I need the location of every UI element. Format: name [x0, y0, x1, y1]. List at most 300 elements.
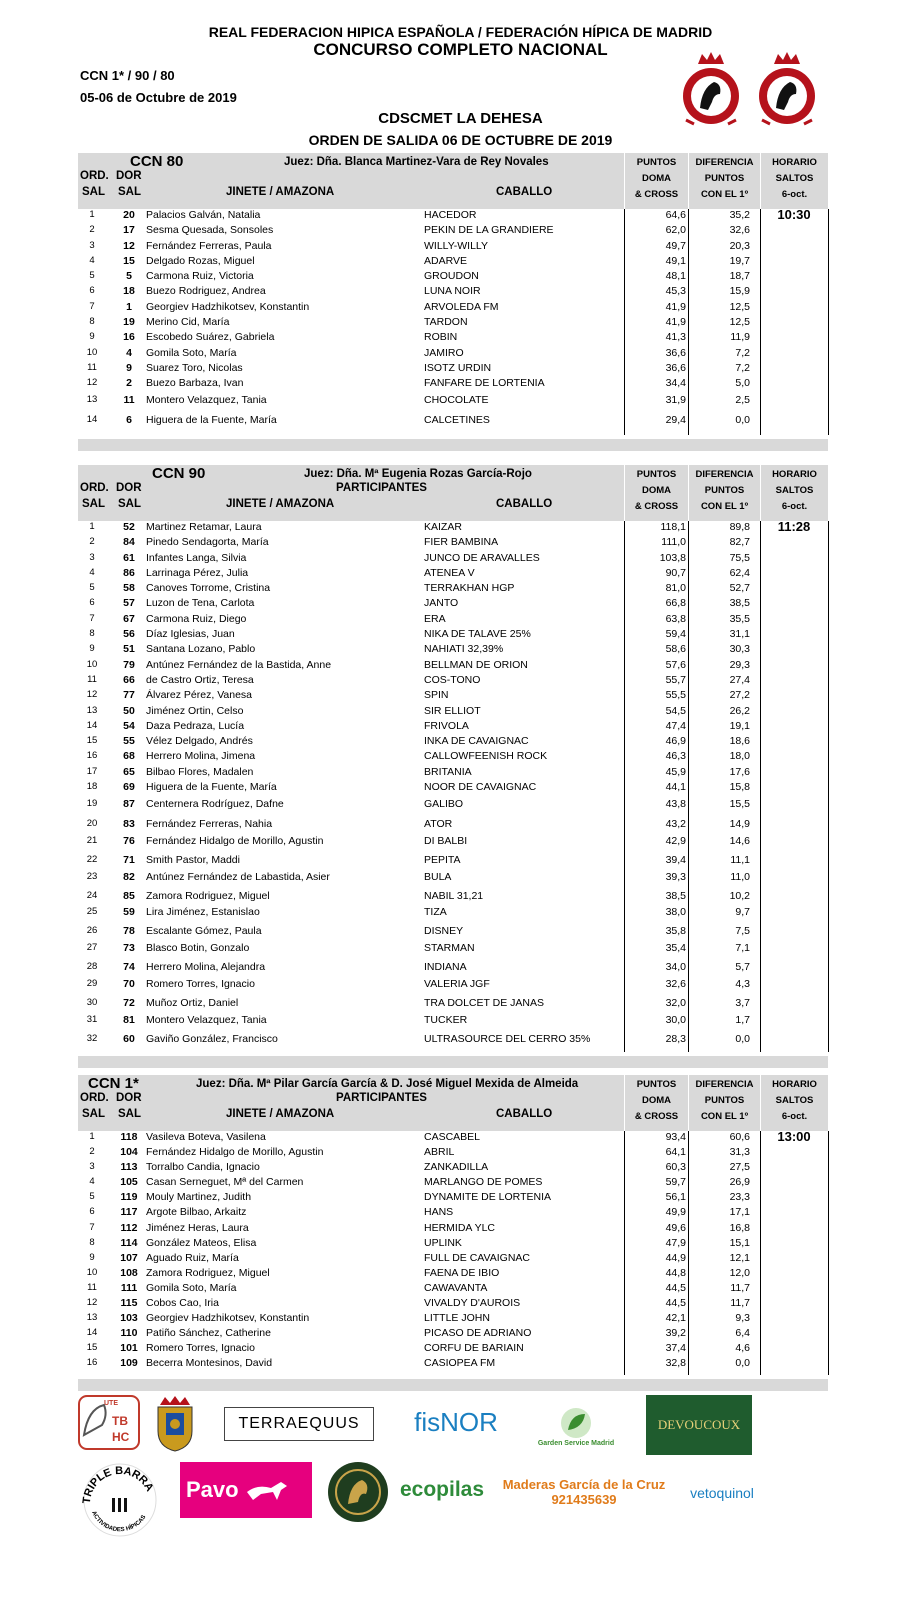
cell-rider: Georgiev Hadzhikotsev, Konstantin [146, 300, 310, 313]
cell-bib: 73 [123, 942, 135, 955]
cell-bib: 79 [123, 658, 135, 671]
cell-horse: DYNAMITE DE LORTENIA [424, 1191, 551, 1204]
cell-horse: ATOR [424, 818, 453, 831]
cell-horse: TRA DOLCET DE JANAS [424, 997, 545, 1010]
col-sal-dor: SAL [118, 498, 141, 510]
section-code: CCN 90 [152, 465, 206, 482]
cell-order: 9 [89, 1251, 95, 1263]
cell-doma-points: 64,1 [665, 1146, 686, 1159]
cell-bib: 111 [120, 1281, 138, 1294]
cell-order: 1 [89, 521, 95, 532]
table-row [78, 209, 828, 224]
cell-rider: Patiño Sánchez, Catherine [146, 1327, 271, 1340]
cell-difference: 7,1 [735, 942, 750, 955]
cell-order: 3 [89, 239, 95, 251]
cell-difference: 5,0 [735, 377, 750, 390]
cell-order: 8 [89, 1236, 95, 1248]
cell-order: 7 [89, 1221, 95, 1233]
cell-difference: 4,6 [735, 1342, 750, 1355]
cell-difference: 2,5 [735, 394, 750, 407]
cell-rider: Becerra Montesinos, David [146, 1357, 273, 1370]
cell-bib: 85 [123, 890, 135, 903]
cell-bib: 66 [123, 673, 135, 686]
cell-rider: Fernández Ferreras, Nahia [146, 818, 273, 831]
cell-difference: 3,7 [735, 997, 750, 1010]
cell-horse: BULA [424, 871, 452, 884]
col-sal-ord: SAL [82, 1108, 105, 1120]
column-divider [688, 521, 689, 1052]
cell-difference: 12,1 [729, 1251, 750, 1264]
cell-bib: 101 [120, 1342, 138, 1355]
cell-difference: 7,2 [735, 361, 750, 374]
cell-difference: 5,7 [735, 961, 750, 974]
section-judge: Juez: Dña. Mª Pilar García García & D. José Miguel Mexida de Almeida [196, 1078, 579, 1090]
pavo-logo [180, 1462, 312, 1518]
cell-rider: Infantes Langa, Silvia [146, 551, 247, 564]
cell-rider: Merino Cid, María [146, 316, 230, 329]
cell-rider: Vélez Delgado, Andrés [146, 735, 253, 748]
col-time-header [760, 1075, 828, 1131]
cell-horse: JUNCO DE ARAVALLES [424, 551, 540, 564]
cell-difference: 18,6 [729, 735, 750, 748]
cell-order: 15 [86, 735, 98, 747]
cell-horse: SPIN [424, 689, 449, 702]
cell-horse: FULL DE CAVAIGNAC [424, 1251, 530, 1264]
table-row [78, 766, 828, 781]
cell-order: 19 [86, 798, 98, 810]
cell-order: 7 [89, 612, 95, 624]
cell-doma-points: 56,1 [665, 1191, 686, 1204]
cell-doma-points: 39,3 [665, 871, 686, 884]
table-row [78, 997, 828, 1014]
cell-doma-points: 49,7 [665, 239, 686, 252]
cell-doma-points: 36,6 [665, 346, 686, 359]
table-row [78, 1033, 828, 1050]
cell-rider: Vasileva Boteva, Vasilena [146, 1131, 266, 1143]
cell-bib: 51 [123, 643, 135, 656]
cell-bib: 56 [123, 628, 135, 641]
cell-difference: 27,2 [729, 689, 750, 702]
cell-order: 13 [86, 394, 98, 406]
cell-order: 4 [89, 254, 95, 266]
cell-horse: NAHIATI 32,39% [424, 643, 504, 656]
cell-horse: ROBIN [424, 331, 458, 344]
col-doma-header [624, 465, 688, 521]
cell-horse: LITTLE JOHN [424, 1312, 490, 1325]
cell-bib: 104 [120, 1146, 138, 1159]
cell-rider: Buezo Rodriguez, Andrea [146, 285, 266, 298]
cell-order: 11 [87, 1281, 97, 1293]
cell-doma-points: 43,2 [665, 818, 686, 831]
cell-horse: WILLY-WILLY [424, 239, 488, 252]
cell-order: 32 [86, 1033, 98, 1045]
cell-order: 5 [89, 582, 95, 594]
cell-order: 10 [86, 346, 98, 358]
col-header-line: DOMA [641, 485, 672, 496]
cell-order: 17 [86, 765, 98, 777]
cell-doma-points: 81,0 [665, 582, 686, 595]
cell-difference: 12,0 [729, 1266, 750, 1279]
cell-horse: CASIOPEA FM [424, 1357, 496, 1370]
cell-difference: 7,2 [735, 346, 750, 359]
cell-order: 20 [86, 818, 98, 830]
cell-start-time: 13:00 [777, 1129, 811, 1144]
table-row [78, 377, 828, 394]
cell-difference: 62,4 [729, 566, 750, 579]
table-row [78, 1327, 828, 1342]
fhm-seal-icon [756, 50, 818, 130]
table-row [78, 1146, 828, 1161]
table-row [78, 906, 828, 925]
cell-bib: 72 [123, 997, 135, 1010]
section-code: CCN 80 [130, 153, 184, 170]
cell-order: 16 [86, 750, 98, 762]
col-header-line: & CROSS [634, 1111, 679, 1122]
cell-doma-points: 103,8 [659, 551, 686, 564]
cell-rider: Herrero Molina, Alejandra [146, 961, 266, 974]
cell-bib: 109 [120, 1357, 138, 1370]
col-sal-ord: SAL [82, 186, 105, 198]
cell-bib: 81 [123, 1014, 135, 1027]
cell-doma-points: 55,7 [665, 673, 686, 686]
cell-horse: KAIZAR [424, 521, 462, 533]
cell-difference: 82,7 [729, 536, 750, 549]
cell-rider: Higuera de la Fuente, María [146, 414, 277, 427]
column-divider [760, 1131, 761, 1375]
column-divider [760, 521, 761, 1052]
cell-doma-points: 34,4 [665, 377, 686, 390]
maderas-text: Maderas García de la Cruz [502, 1477, 666, 1492]
cell-bib: 57 [123, 597, 135, 610]
section-footer-bar [78, 1379, 828, 1391]
cell-difference: 27,5 [729, 1161, 750, 1174]
cell-order: 10 [86, 658, 98, 670]
table-row [78, 1161, 828, 1176]
cell-difference: 17,1 [729, 1206, 750, 1219]
col-time-header [760, 465, 828, 521]
column-divider [624, 521, 625, 1052]
col-header-line: PUNTOS [636, 157, 677, 168]
cell-order: 29 [86, 978, 98, 990]
cell-order: 30 [86, 997, 98, 1009]
devoucoux-logo: DEVOUCOUX [646, 1395, 752, 1455]
cell-bib: 12 [123, 239, 135, 252]
col-dor: DOR [116, 1092, 142, 1104]
cell-difference: 15,1 [729, 1236, 750, 1249]
cell-bib: 54 [123, 719, 135, 732]
cell-order: 12 [86, 377, 98, 389]
cell-difference: 32,6 [729, 224, 750, 237]
cell-difference: 11,7 [730, 1281, 750, 1294]
table-row [78, 1206, 828, 1221]
cell-order: 5 [89, 270, 95, 282]
col-horse: CABALLO [496, 498, 553, 510]
cell-doma-points: 90,7 [665, 566, 686, 579]
table-row [78, 1342, 828, 1357]
column-divider [688, 1131, 689, 1375]
col-ord: ORD. [80, 482, 109, 494]
cell-bib: 84 [123, 536, 135, 549]
cell-doma-points: 44,9 [665, 1251, 686, 1264]
cell-doma-points: 49,9 [665, 1206, 686, 1219]
cell-rider: Larrinaga Pérez, Julia [146, 566, 249, 579]
table-row [78, 781, 828, 798]
table-row [78, 835, 828, 854]
cell-rider: Cobos Cao, Iria [146, 1297, 219, 1310]
cell-rider: Daza Pedraza, Lucía [146, 719, 245, 732]
cell-doma-points: 66,8 [665, 597, 686, 610]
cell-rider: Díaz Iglesias, Juan [146, 628, 235, 641]
table-row [78, 925, 828, 942]
cell-order: 8 [89, 316, 95, 328]
cell-rider: Zamora Rodriguez, Miguel [146, 1266, 270, 1279]
table-row [78, 689, 828, 704]
col-ord: ORD. [80, 170, 109, 182]
cell-difference: 19,7 [729, 254, 750, 267]
cell-rider: Lira Jiménez, Estanislao [146, 906, 260, 919]
cell-difference: 11,1 [730, 854, 750, 867]
cell-order: 15 [86, 1342, 98, 1354]
cell-rider: Bilbao Flores, Madalen [146, 765, 254, 778]
col-header-line: DOMA [641, 173, 672, 184]
cell-rider: Centernera Rodríguez, Dafne [146, 798, 284, 811]
cell-bib: 6 [126, 414, 132, 427]
cell-difference: 15,5 [729, 798, 750, 811]
cell-horse: INKA DE CAVAIGNAC [424, 735, 529, 748]
cell-doma-points: 39,4 [665, 854, 686, 867]
cell-horse: NIKA DE TALAVE 25% [424, 628, 531, 641]
col-sal-dor: SAL [118, 1108, 141, 1120]
cell-bib: 118 [120, 1131, 138, 1143]
cell-difference: 30,3 [729, 643, 750, 656]
cell-bib: 19 [123, 316, 135, 329]
table-row [78, 854, 828, 871]
cell-doma-points: 47,9 [665, 1236, 686, 1249]
table-row [78, 414, 828, 433]
cell-rider: González Mateos, Elisa [146, 1236, 257, 1249]
cell-order: 28 [86, 961, 98, 973]
table-row [78, 1191, 828, 1206]
cell-rider: Martinez Retamar, Laura [146, 521, 262, 533]
table-row [78, 316, 828, 331]
cell-start-time: 11:28 [777, 519, 811, 534]
col-header-line: HORARIO [772, 157, 817, 168]
table-row [78, 890, 828, 906]
cell-horse: MARLANGO DE POMES [424, 1176, 543, 1189]
federation-title: REAL FEDERACION HIPICA ESPAÑOLA / FEDERACIÓN HÍPICA DE MADRID [208, 24, 713, 40]
cell-doma-points: 44,8 [665, 1266, 686, 1279]
section-judge: Juez: Dña. Blanca Martinez-Vara de Rey Novales [284, 156, 549, 168]
rfhe-seal-icon [680, 50, 742, 130]
cell-horse: FANFARE DE LORTENIA [424, 377, 545, 390]
event-title: CONCURSO COMPLETO NACIONAL [313, 40, 608, 59]
column-divider [828, 1131, 829, 1375]
cell-difference: 14,9 [729, 818, 750, 831]
cell-rider: Fernández Hidalgo de Morillo, Agustin [146, 1146, 324, 1159]
cell-bib: 58 [123, 582, 135, 595]
cell-doma-points: 57,6 [665, 658, 686, 671]
cell-bib: 83 [123, 818, 135, 831]
section-header [78, 1075, 828, 1131]
venue-title: CDSCMET LA DEHESA [378, 110, 543, 127]
cell-order: 3 [89, 1161, 95, 1173]
cell-rider: Torralbo Candia, Ignacio [146, 1161, 260, 1174]
cell-difference: 60,6 [729, 1131, 750, 1143]
table-row [78, 285, 828, 300]
cell-order: 4 [89, 1176, 95, 1188]
tbhc-logo [78, 1395, 140, 1450]
cell-horse: CALCETINES [424, 414, 490, 427]
cell-order: 1 [89, 209, 95, 220]
table-row [78, 735, 828, 750]
col-time-header [760, 153, 828, 209]
cell-horse: TIZA [424, 906, 447, 919]
cell-rider: Gaviño González, Francisco [146, 1033, 278, 1046]
cell-start-time: 10:30 [777, 207, 811, 222]
col-header-line: CON EL 1º [700, 1111, 749, 1122]
triple-barra-icon [80, 1460, 160, 1540]
cell-horse: CORFU DE BARIAIN [424, 1342, 524, 1355]
col-header-line: 6-oct. [781, 501, 808, 512]
cell-horse: LUNA NOIR [424, 285, 481, 298]
cell-difference: 31,1 [729, 628, 750, 641]
section-participants: PARTICIPANTES [336, 1092, 427, 1104]
cell-horse: CASCABEL [424, 1131, 481, 1143]
cell-rider: Muñoz Ortiz, Daniel [146, 997, 239, 1010]
cell-rider: Escalante Gómez, Paula [146, 925, 262, 938]
cell-bib: 68 [123, 750, 135, 763]
table-row [78, 301, 828, 316]
maderas-logo [498, 1472, 670, 1512]
cell-doma-points: 58,6 [665, 643, 686, 656]
cell-doma-points: 43,8 [665, 798, 686, 811]
cell-doma-points: 46,3 [665, 750, 686, 763]
cell-bib: 82 [123, 871, 135, 884]
col-sal-dor: SAL [118, 186, 141, 198]
col-header-line: PUNTOS [704, 485, 745, 496]
col-dif-header [688, 1075, 760, 1131]
section-ccn-80 [78, 153, 828, 433]
table-row [78, 705, 828, 720]
cell-order: 13 [86, 704, 98, 716]
table-row [78, 1267, 828, 1282]
cell-order: 11 [87, 361, 97, 373]
cell-difference: 19,1 [729, 719, 750, 732]
cell-bib: 5 [126, 270, 132, 283]
cell-doma-points: 44,5 [665, 1297, 686, 1310]
cell-rider: Canoves Torrome, Cristina [146, 582, 271, 595]
cell-doma-points: 47,4 [665, 719, 686, 732]
table-row [78, 643, 828, 658]
horse-head-icon [78, 1395, 140, 1450]
cell-difference: 11,7 [730, 1297, 750, 1310]
cell-bib: 67 [123, 612, 135, 625]
terraequus-logo: TERRAEQUUS [224, 1407, 374, 1441]
cell-bib: 77 [123, 689, 135, 702]
cell-order: 27 [86, 942, 98, 954]
cell-rider: Mouly Martinez, Judith [146, 1191, 252, 1204]
cell-bib: 11 [123, 394, 135, 407]
column-divider [688, 209, 689, 435]
cell-horse: STARMAN [424, 942, 475, 955]
cell-bib: 113 [120, 1161, 138, 1174]
cell-doma-points: 63,8 [665, 612, 686, 625]
cell-difference: 26,9 [729, 1176, 750, 1189]
cell-bib: 1 [126, 300, 132, 313]
cell-bib: 105 [120, 1176, 138, 1189]
cell-doma-points: 118,1 [660, 521, 686, 533]
col-rider: JINETE / AMAZONA [226, 186, 335, 198]
cell-bib: 112 [120, 1221, 138, 1234]
cell-bib: 17 [123, 224, 135, 237]
cell-rider: Georgiev Hadzhikotsev, Konstantin [146, 1312, 310, 1325]
table-row [78, 1357, 828, 1372]
cell-order: 2 [89, 1146, 95, 1158]
column-divider [828, 521, 829, 1052]
cell-doma-points: 62,0 [665, 224, 686, 237]
column-divider [624, 1131, 625, 1375]
cell-bib: 87 [123, 798, 135, 811]
cell-rider: Montero Velazquez, Tania [146, 394, 267, 407]
cell-bib: 16 [123, 331, 135, 344]
cell-doma-points: 41,9 [665, 300, 686, 313]
table-row [78, 362, 828, 377]
cell-order: 2 [89, 224, 95, 236]
cell-horse: JAMIRO [424, 346, 464, 359]
col-dif-header [688, 153, 760, 209]
table-row [78, 1176, 828, 1191]
col-header-line: HORARIO [772, 469, 817, 480]
cell-bib: 70 [123, 978, 135, 991]
cell-difference: 15,9 [729, 285, 750, 298]
table-row [78, 942, 828, 961]
coat-of-arms-icon [150, 1395, 200, 1453]
cell-rider: Santana Lozano, Pablo [146, 643, 256, 656]
table-row [78, 347, 828, 362]
cell-horse: FRIVOLA [424, 719, 469, 732]
table-row [78, 1282, 828, 1297]
cell-order: 1 [89, 1131, 95, 1142]
vetoquinol-logo: vetoquinol [690, 1485, 754, 1501]
cell-horse: SIR ELLIOT [424, 704, 481, 717]
table-row [78, 720, 828, 735]
cell-bib: 103 [120, 1312, 138, 1325]
col-doma-header [624, 1075, 688, 1131]
cell-rider: Delgado Rozas, Miguel [146, 254, 255, 267]
cell-bib: 119 [120, 1191, 138, 1204]
cell-bib: 69 [123, 781, 135, 794]
maderas-phone: 921435639 [551, 1492, 617, 1507]
cell-rider: Antúnez Fernández de Labastida, Asier [146, 871, 330, 884]
cell-horse: INDIANA [424, 961, 467, 974]
cell-difference: 16,8 [729, 1221, 750, 1234]
col-header-line: 6-oct. [781, 189, 808, 200]
cell-rider: Luzon de Tena, Carlota [146, 597, 255, 610]
cell-rider: Carmona Ruiz, Victoria [146, 270, 254, 283]
col-ord: ORD. [80, 1092, 109, 1104]
cell-horse: HERMIDA YLC [424, 1221, 495, 1234]
cell-bib: 65 [123, 765, 135, 778]
cell-horse: UPLINK [424, 1236, 462, 1249]
cell-doma-points: 64,6 [665, 209, 686, 221]
garden-service-text: Garden Service Madrid [537, 1439, 615, 1447]
col-header-line: & CROSS [634, 189, 679, 200]
cell-horse: JANTO [424, 597, 459, 610]
cell-order: 8 [89, 628, 95, 640]
cell-bib: 60 [123, 1033, 135, 1046]
cell-bib: 61 [123, 551, 135, 564]
table-row [78, 1312, 828, 1327]
